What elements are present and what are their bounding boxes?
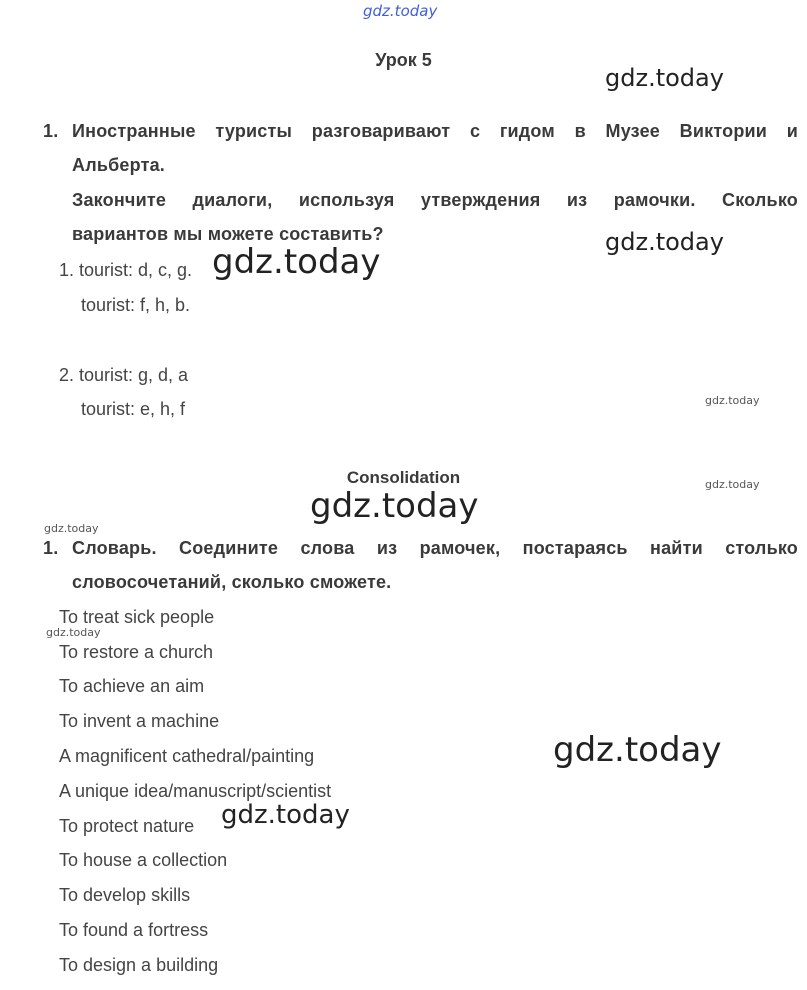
watermark: gdz.today <box>605 228 724 256</box>
answer-line: 2. tourist: g, d, a <box>59 365 189 385</box>
watermark: gdz.today <box>46 626 101 639</box>
task-text-line: Альберта. <box>72 155 166 175</box>
task-number: 1. <box>43 538 59 558</box>
task-text-line: словосочетаний, сколько сможете. <box>72 572 392 592</box>
watermark: gdz.today <box>221 800 350 830</box>
phrase-item: To restore a church <box>59 642 214 662</box>
task-text-line: Словарь. Соедините слова из рамочек, постараясь найти столько <box>72 538 798 558</box>
watermark: gdz.today <box>553 730 722 770</box>
answer-line: 1. tourist: d, c, g. <box>59 260 193 280</box>
phrase-item: A magnificent cathedral/painting <box>59 746 315 766</box>
task-text-line: Иностранные туристы разговаривают с гидом в Музее Виктории и <box>72 121 798 141</box>
phrase-item: To treat sick people <box>59 607 215 627</box>
watermark: gdz.today <box>310 486 479 526</box>
phrase-item: To develop skills <box>59 885 191 905</box>
watermark: gdz.today <box>605 64 724 92</box>
lesson-title: Урок 5 <box>375 50 432 70</box>
phrase-item: To achieve an aim <box>59 676 205 696</box>
task-text-line: Закончите диалоги, используя утверждения из рамочки. Сколько <box>72 190 798 210</box>
watermark: gdz.today <box>212 242 381 282</box>
phrase-item: To invent a machine <box>59 711 220 731</box>
task-number: 1. <box>43 121 59 141</box>
section-title: Consolidation <box>346 468 461 487</box>
phrase-item: To protect nature <box>59 816 195 836</box>
phrase-item: To house a collection <box>59 850 228 870</box>
phrase-item: To found a fortress <box>59 920 209 940</box>
watermark-top: gdz.today <box>363 2 438 20</box>
task-text-line: вариантов мы можете составить? <box>72 224 384 244</box>
phrase-item: To design a building <box>59 955 219 975</box>
watermark: gdz.today <box>705 478 760 491</box>
watermark: gdz.today <box>44 522 99 535</box>
answer-line: tourist: e, h, f <box>81 399 186 419</box>
watermark: gdz.today <box>705 394 760 407</box>
answer-line: tourist: f, h, b. <box>81 295 191 315</box>
phrase-item: A unique idea/manuscript/scientist <box>59 781 332 801</box>
